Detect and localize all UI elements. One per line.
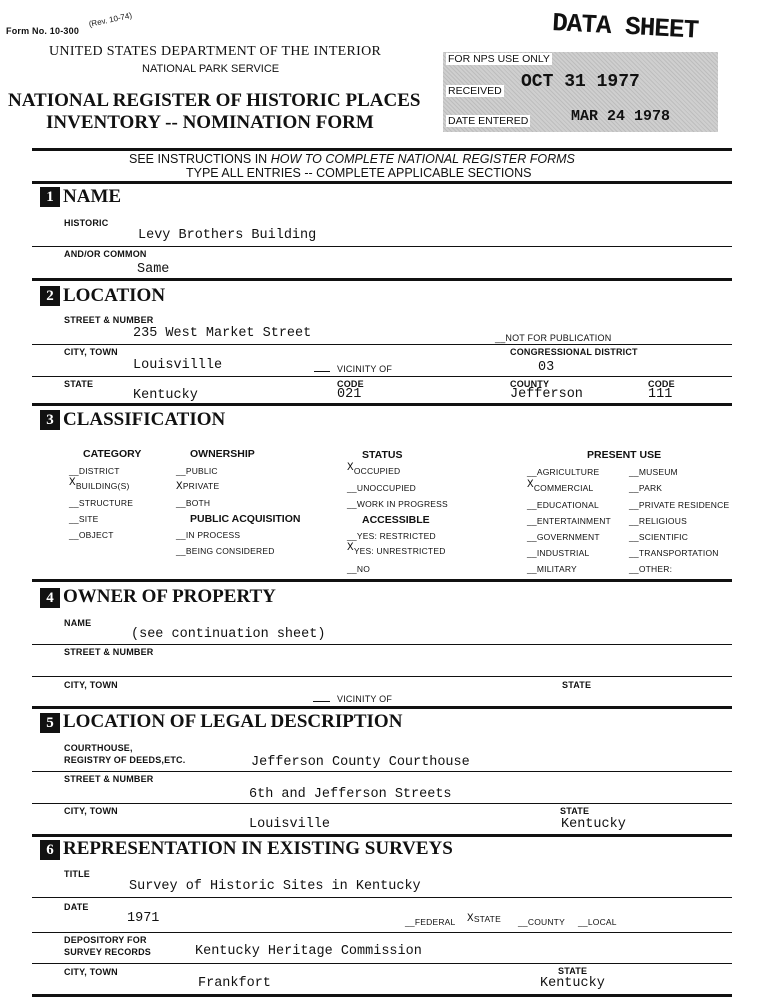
divider xyxy=(32,376,732,377)
section-title: LOCATION OF LEGAL DESCRIPTION xyxy=(63,711,403,732)
department-name: UNITED STATES DEPARTMENT OF THE INTERIOR xyxy=(49,44,382,59)
nps-use-box xyxy=(443,52,718,132)
present-use-option[interactable]: __SCIENTIFIC xyxy=(629,532,689,542)
city-label: CITY, TOWN xyxy=(64,347,118,357)
county-code-label: CODE xyxy=(648,379,675,389)
survey-title: Survey of Historic Sites in Kentucky xyxy=(129,879,421,894)
divider xyxy=(32,706,732,709)
section-title: REPRESENTATION IN EXISTING SURVEYS xyxy=(63,838,453,859)
date-entered-label: DATE ENTERED xyxy=(448,115,529,127)
historic-label: HISTORIC xyxy=(64,218,109,228)
ownership-heading: OWNERSHIP xyxy=(190,448,255,460)
received-date: OCT 31 1977 xyxy=(521,72,640,92)
blank-line xyxy=(313,701,330,702)
divider xyxy=(32,803,732,804)
county-code: 111 xyxy=(648,387,673,402)
acquisition-heading: PUBLIC ACQUISITION xyxy=(190,513,301,525)
common-name: Same xyxy=(137,262,170,277)
present-use-option[interactable]: __RELIGIOUS xyxy=(629,516,687,526)
owner-name-label: NAME xyxy=(64,618,92,628)
form-title-line1: NATIONAL REGISTER OF HISTORIC PLACES xyxy=(8,90,421,111)
category-option[interactable]: __STRUCTURE xyxy=(69,498,134,508)
section-number: 1 xyxy=(40,187,60,207)
depository-state-label: STATE xyxy=(558,966,588,976)
divider xyxy=(32,181,732,184)
present-use-option[interactable]: __EDUCATIONAL xyxy=(527,500,599,510)
survey-federal-option[interactable]: __FEDERAL xyxy=(405,917,456,927)
data-sheet-stamp: DATA SHEET xyxy=(551,8,699,46)
present-use-option[interactable]: __MILITARY xyxy=(527,564,577,574)
instructions-line2: TYPE ALL ENTRIES -- COMPLETE APPLICABLE SECTIONS xyxy=(186,166,532,180)
courthouse-label: COURTHOUSE, xyxy=(64,743,133,753)
depository-city-label: CITY, TOWN xyxy=(64,967,118,977)
category-heading: CATEGORY xyxy=(83,448,142,460)
present-use-option[interactable]: __OTHER: xyxy=(629,564,673,574)
legal-street-label: STREET & NUMBER xyxy=(64,774,154,784)
legal-city-value: Louisville xyxy=(249,817,331,832)
divider xyxy=(32,994,732,997)
header-divider xyxy=(32,148,732,151)
divider xyxy=(32,676,732,677)
present-use-option[interactable]: XCOMMERCIAL xyxy=(527,479,594,493)
survey-date-label: DATE xyxy=(64,902,89,912)
accessible-heading: ACCESSIBLE xyxy=(362,514,430,526)
district-value: 03 xyxy=(538,360,555,375)
ownership-option[interactable]: __BOTH xyxy=(176,498,211,508)
present-use-option[interactable]: __PRIVATE RESIDENCE xyxy=(629,500,730,510)
status-heading: STATUS xyxy=(362,449,403,461)
city-value: Louisvillle xyxy=(133,358,223,373)
form-number: Form No. 10-300 xyxy=(6,26,80,36)
legal-city-label: CITY, TOWN xyxy=(64,806,118,816)
present-use-option[interactable]: __TRANSPORTATION xyxy=(629,548,719,558)
divider xyxy=(32,897,732,898)
survey-date: 1971 xyxy=(127,911,160,926)
courthouse-value: Jefferson County Courthouse xyxy=(251,755,470,770)
depository-label: DEPOSITORY FOR xyxy=(64,935,147,945)
divider xyxy=(32,403,732,406)
district-label: CONGRESSIONAL DISTRICT xyxy=(510,347,638,357)
depository-value: Kentucky Heritage Commission xyxy=(195,944,422,959)
divider xyxy=(32,834,732,837)
state-code: 021 xyxy=(337,387,362,402)
owner-state-label: STATE xyxy=(562,680,592,690)
section-number: 4 xyxy=(40,588,60,608)
entered-date: MAR 24 1978 xyxy=(571,108,671,125)
code-label: CODE xyxy=(337,379,364,389)
status-option[interactable]: XOCCUPIED xyxy=(347,462,401,476)
form-revision: (Rev. 10-74) xyxy=(88,10,133,29)
owner-city-label: CITY, TOWN xyxy=(64,680,118,690)
category-option[interactable]: __OBJECT xyxy=(69,530,114,540)
county-label: COUNTY xyxy=(510,379,550,389)
present-use-heading: PRESENT USE xyxy=(587,449,662,461)
survey-title-label: TITLE xyxy=(64,869,90,879)
category-option[interactable]: XBUILDING(S) xyxy=(69,477,130,491)
present-use-option[interactable]: __GOVERNMENT xyxy=(527,532,600,542)
section-title: OWNER OF PROPERTY xyxy=(63,586,276,607)
registry-label: REGISTRY OF DEEDS,ETC. xyxy=(64,755,186,765)
section-number: 3 xyxy=(40,410,60,430)
agency-name: NATIONAL PARK SERVICE xyxy=(142,63,280,75)
blank-line xyxy=(314,371,330,372)
accessible-option[interactable]: __NO xyxy=(347,564,371,574)
divider xyxy=(32,246,732,247)
legal-state-label: STATE xyxy=(560,806,590,816)
survey-local-option[interactable]: __LOCAL xyxy=(578,917,617,927)
accessible-option[interactable]: XYES: UNRESTRICTED xyxy=(347,542,446,556)
acquisition-option[interactable]: __BEING CONSIDERED xyxy=(176,546,275,556)
section-title: CLASSIFICATION xyxy=(63,409,226,430)
divider xyxy=(32,644,732,645)
nps-use-label: FOR NPS USE ONLY xyxy=(448,53,550,65)
category-option[interactable]: __DISTRICT xyxy=(69,466,120,476)
present-use-option[interactable]: __INDUSTRIAL xyxy=(527,548,590,558)
state-value: Kentucky xyxy=(133,388,198,403)
acquisition-option[interactable]: __IN PROCESS xyxy=(176,530,241,540)
divider xyxy=(32,344,732,345)
present-use-option[interactable]: __ENTERTAINMENT xyxy=(527,516,611,526)
section-number: 2 xyxy=(40,286,60,306)
survey-records-label: SURVEY RECORDS xyxy=(64,947,151,957)
depository-state: Kentucky xyxy=(540,976,605,991)
vicinity-label: VICINITY OF xyxy=(337,364,393,374)
owner-name: (see continuation sheet) xyxy=(131,627,326,642)
divider xyxy=(32,771,732,772)
depository-city: Frankfort xyxy=(198,976,271,991)
form-title-line2: INVENTORY -- NOMINATION FORM xyxy=(46,112,374,133)
present-use-option[interactable]: __PARK xyxy=(629,483,663,493)
survey-state-option[interactable]: XSTATE xyxy=(467,913,501,925)
ownership-option[interactable]: __PUBLIC xyxy=(176,466,218,476)
historic-name: Levy Brothers Building xyxy=(138,228,317,243)
divider xyxy=(32,278,732,281)
legal-state-value: Kentucky xyxy=(561,817,626,832)
accessible-option[interactable]: __YES: RESTRICTED xyxy=(347,531,436,541)
street-label: STREET & NUMBER xyxy=(64,315,154,325)
status-option[interactable]: __WORK IN PROGRESS xyxy=(347,499,448,509)
county-value: Jefferson xyxy=(510,387,583,402)
legal-street-value: 6th and Jefferson Streets xyxy=(249,787,452,802)
section-title: NAME xyxy=(63,186,122,207)
section-title: LOCATION xyxy=(63,285,166,306)
present-use-option[interactable]: __MUSEUM xyxy=(629,467,678,477)
divider xyxy=(32,963,732,964)
present-use-option[interactable]: __AGRICULTURE xyxy=(527,467,600,477)
street-value: 235 West Market Street xyxy=(133,326,312,341)
divider xyxy=(32,932,732,933)
ownership-option[interactable]: XPRIVATE xyxy=(176,481,220,493)
section-number: 5 xyxy=(40,713,60,733)
state-label: STATE xyxy=(64,379,94,389)
survey-county-option[interactable]: __COUNTY xyxy=(518,917,565,927)
instructions-line1: SEE INSTRUCTIONS IN HOW TO COMPLETE NATIONAL REGISTER FORMS xyxy=(129,152,575,166)
received-label: RECEIVED xyxy=(448,85,502,97)
category-option[interactable]: __SITE xyxy=(69,514,99,524)
not-for-publication: __NOT FOR PUBLICATION xyxy=(495,333,612,343)
owner-vicinity-label: VICINITY OF xyxy=(337,694,393,704)
status-option[interactable]: __UNOCCUPIED xyxy=(347,483,416,493)
owner-street-label: STREET & NUMBER xyxy=(64,647,154,657)
divider xyxy=(32,579,732,582)
section-number: 6 xyxy=(40,840,60,860)
common-label: AND/OR COMMON xyxy=(64,249,147,259)
